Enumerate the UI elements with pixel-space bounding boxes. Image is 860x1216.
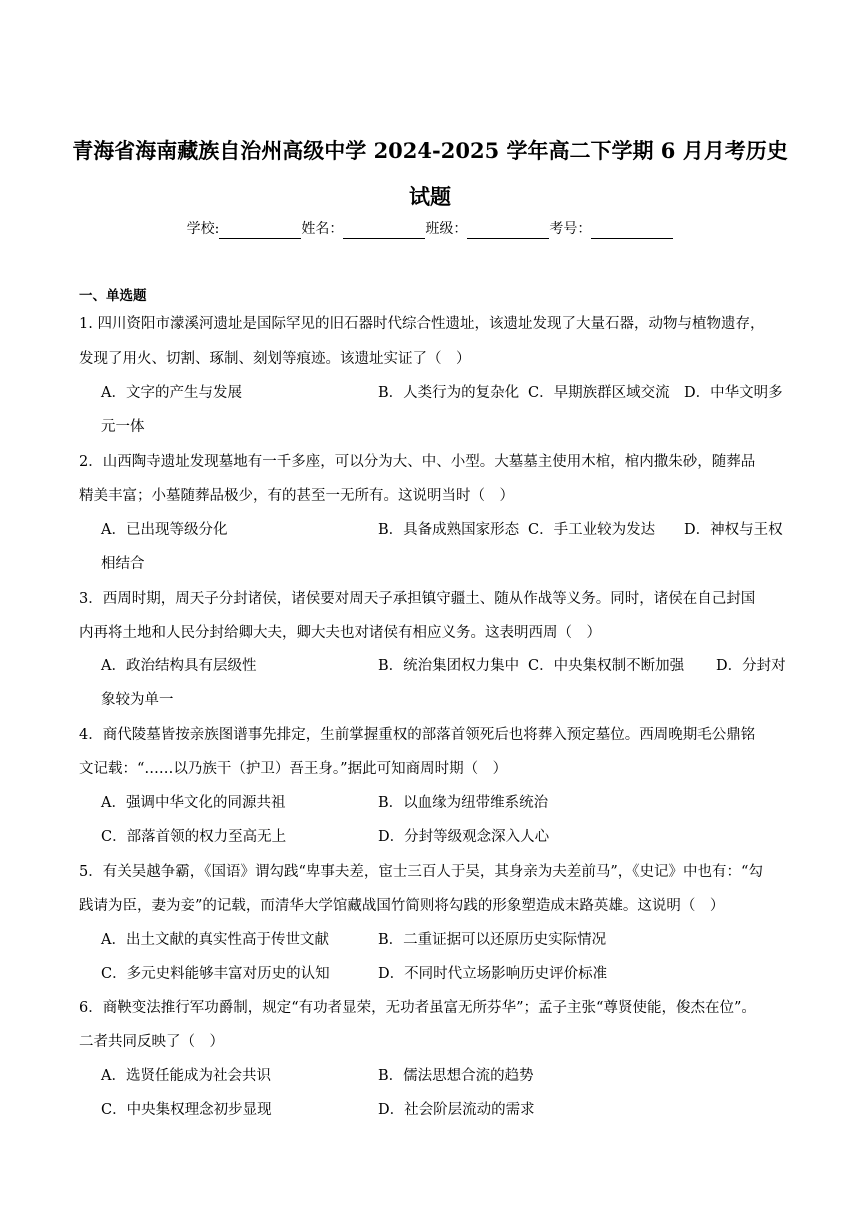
class-label: 班级： [425, 221, 468, 237]
q5-option-c: C．多元史料能够丰富对历史的认知 [101, 966, 330, 982]
q6-option-c: C．中央集权理念初步显现 [101, 1102, 272, 1118]
q3-option-b: B．统治集团权力集中 [378, 658, 520, 674]
q6-stem-line2: 二者共同反映了（ ） [79, 1034, 224, 1050]
name-label: 姓名： [301, 221, 344, 237]
q6-option-d: D．社会阶层流动的需求 [378, 1102, 535, 1118]
q2-option-d: D．神权与王权 [684, 522, 783, 538]
q5-option-b: B．二重证据可以还原历史实际情况 [378, 932, 607, 948]
exam-title-line1: 青海省海南藏族自治州高级中学 2024-2025 学年高二下学期 6 月月考历史 [72, 138, 788, 163]
exam-number-blank [591, 223, 673, 239]
q2-option-d-cont: 相结合 [101, 556, 145, 572]
q6-option-a: A．选贤任能成为社会共识 [101, 1068, 271, 1084]
q1-option-a: A．文字的产生与发展 [101, 385, 242, 401]
q3-option-a: A．政治结构具有层级性 [101, 658, 257, 674]
section-heading: 一、单选题 [79, 288, 147, 304]
q4-option-c: C．部落首领的权力至高无上 [101, 829, 287, 845]
q6-stem-line1: 6．商鞅变法推行军功爵制，规定“有功者显荣，无功者虽富无所芬华”；孟子主张“尊贤使能，俊杰在位”。 [79, 1000, 756, 1016]
q2-option-b: B．具备成熟国家形态 [378, 522, 520, 538]
school-label: 学校: [186, 221, 220, 237]
q4-option-d: D．分封等级观念深入人心 [378, 829, 550, 845]
class-blank [467, 223, 549, 239]
q1-option-b: B．人类行为的复杂化 [378, 385, 520, 401]
name-blank [343, 223, 425, 239]
q3-option-c: C．中央集权制不断加强 [528, 658, 685, 674]
q2-stem-line1: 2．山西陶寺遗址发现墓地有一千多座，可以分为大、中、小型。大墓墓主使用木棺，棺内撒朱砂，随葬品 [79, 454, 756, 470]
q1-stem-line2: 发现了用火、切割、琢制、刻划等痕迹。该遗址实证了（ ） [79, 351, 471, 367]
q1-option-d-cont: 元一体 [101, 419, 145, 435]
q5-stem-line1: 5．有关吴越争霸，《国语》谓勾践“卑事夫差，宦士三百人于吴，其身亲为夫差前马”，《史记》中也有：“勾 [79, 864, 763, 880]
exam-number-label: 考号： [549, 221, 592, 237]
q4-option-b: B．以血缘为纽带维系统治 [378, 795, 549, 811]
q4-option-a: A．强调中华文化的同源共祖 [101, 795, 286, 811]
q3-option-d: D．分封对 [716, 658, 786, 674]
exam-title-line2: 试题 [409, 184, 451, 209]
q2-option-c: C．手工业较为发达 [528, 522, 656, 538]
q3-stem-line1: 3．西周时期，周天子分封诸侯，诸侯要对周天子承担镇守疆土、随从作战等义务。同时，诸侯在自己封国 [79, 591, 756, 607]
q2-option-a: A．已出现等级分化 [101, 522, 228, 538]
q1-option-d: D．中华文明多 [684, 385, 783, 401]
student-info-row [0, 219, 860, 239]
q1-stem-line1: 1. 四川资阳市濛溪河遗址是国际罕见的旧石器时代综合性遗址，该遗址发现了大量石器，动物与植物遗存， [79, 316, 765, 332]
school-blank [219, 223, 301, 239]
q3-option-d-cont: 象较为单一 [101, 692, 174, 708]
q5-stem-line2: 践请为臣，妻为妾”的记载，而清华大学馆藏战国竹简则将勾践的形象塑造成末路英雄。这说明（ ） [79, 898, 725, 914]
q5-option-d: D．不同时代立场影响历史评价标准 [378, 966, 608, 982]
q6-option-b: B．儒法思想合流的趋势 [378, 1068, 534, 1084]
q1-option-c: C．早期族群区域交流 [528, 385, 670, 401]
q2-stem-line2: 精美丰富；小墓随葬品极少，有的甚至一无所有。这说明当时（ ） [79, 488, 514, 504]
q4-stem-line2: 文记载：“……以乃族干（护卫）吾王身。”据此可知商周时期（ ） [79, 761, 508, 777]
q5-option-a: A．出土文献的真实性高于传世文献 [101, 932, 329, 948]
q4-stem-line1: 4．商代陵墓皆按亲族图谱事先排定，生前掌握重权的部落首领死后也将葬入预定墓位。西周晚期毛公鼎铭 [79, 727, 756, 743]
q3-stem-line2: 内再将土地和人民分封给卿大夫，卿大夫也对诸侯有相应义务。这表明西周（ ） [79, 625, 601, 641]
